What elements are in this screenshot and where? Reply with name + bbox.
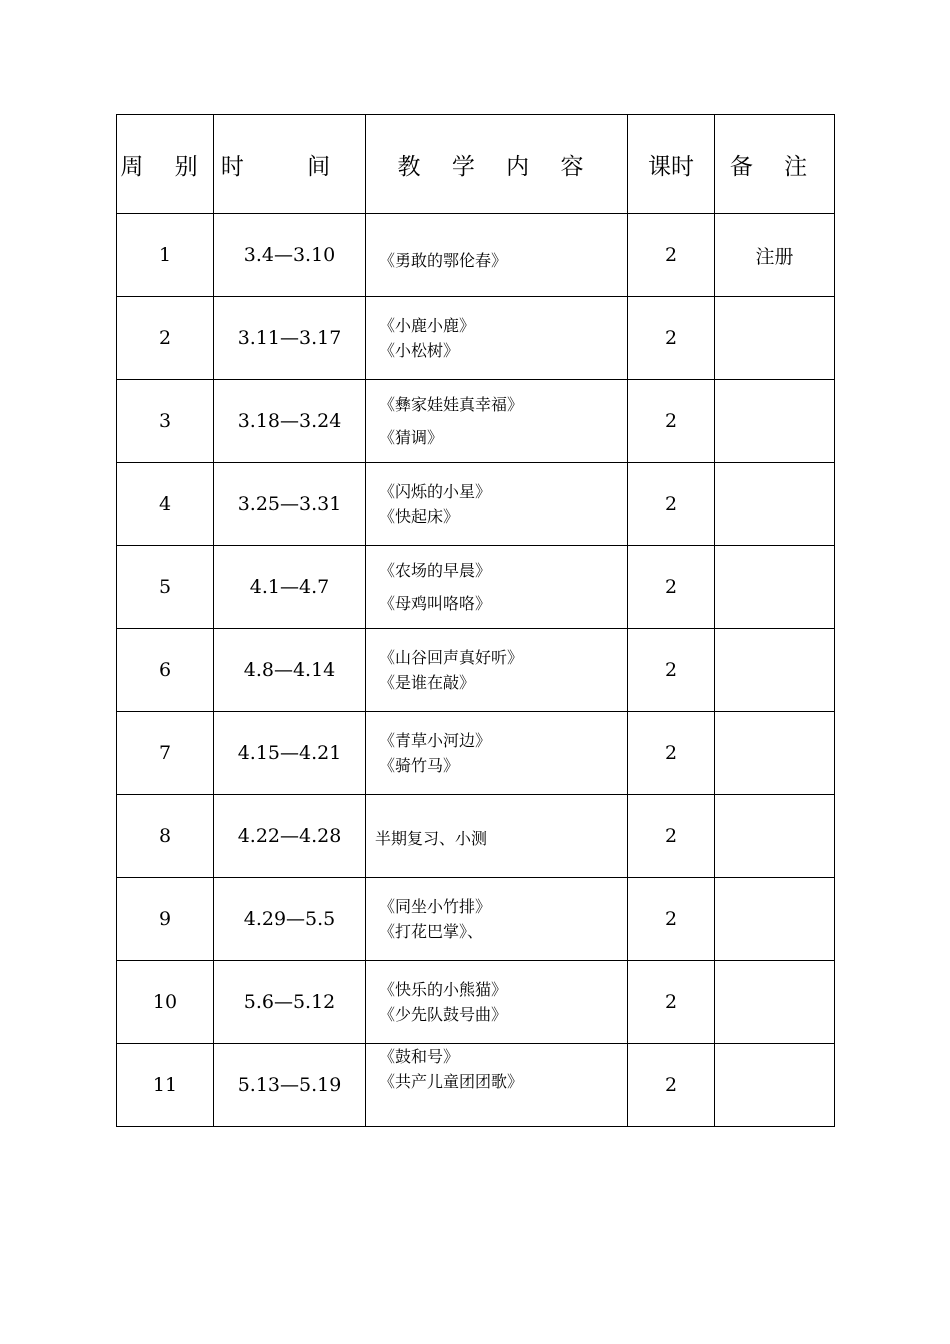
hours-cell: 2 xyxy=(628,795,715,878)
week-cell: 6 xyxy=(117,629,214,712)
header-week: 周 别 xyxy=(117,115,214,214)
week-cell: 10 xyxy=(117,961,214,1044)
time-cell: 3.11—3.17 xyxy=(214,297,366,380)
table-row xyxy=(117,297,835,380)
content-line: 《少先队鼓号曲》 xyxy=(379,1005,508,1024)
hours-cell: 2 xyxy=(628,546,715,629)
content-cell xyxy=(366,878,628,961)
hours-cell: 2 xyxy=(628,214,715,297)
content-line: 《同坐小竹排》 xyxy=(379,897,492,916)
hours-cell: 2 xyxy=(628,629,715,712)
time-cell: 3.4—3.10 xyxy=(214,214,366,297)
note-cell: 注册 xyxy=(715,214,835,297)
table-row xyxy=(117,463,835,546)
table-row xyxy=(117,712,835,795)
week-cell: 4 xyxy=(117,463,214,546)
content-cell xyxy=(366,463,628,546)
content-line: 《快乐的小熊猫》 xyxy=(379,980,508,999)
time-cell: 4.22—4.28 xyxy=(214,795,366,878)
note-cell xyxy=(715,795,835,878)
note-cell xyxy=(715,1044,835,1127)
week-cell: 1 xyxy=(117,214,214,297)
content-cell xyxy=(366,1044,628,1127)
note-cell xyxy=(715,546,835,629)
week-cell: 2 xyxy=(117,297,214,380)
note-cell xyxy=(715,712,835,795)
header-hours: 课时 xyxy=(628,115,715,214)
content-line: 《青草小河边》 xyxy=(379,731,492,750)
time-cell: 5.6—5.12 xyxy=(214,961,366,1044)
content-line: 《快起床》 xyxy=(379,507,460,526)
content-line: 《勇敢的鄂伦春》 xyxy=(379,250,508,270)
table-row xyxy=(117,380,835,463)
content-cell xyxy=(366,380,628,463)
content-line: 《闪烁的小星》 xyxy=(379,482,492,501)
time-cell: 3.25—3.31 xyxy=(214,463,366,546)
note-cell xyxy=(715,961,835,1044)
hours-cell: 2 xyxy=(628,961,715,1044)
content-cell xyxy=(366,297,628,380)
content-line: 《鼓和号》 xyxy=(379,1047,460,1066)
time-cell: 4.29—5.5 xyxy=(214,878,366,961)
header-notes: 备 注 xyxy=(715,115,835,214)
content-cell xyxy=(366,214,628,297)
table-row xyxy=(117,1044,835,1127)
content-line: 《猜调》 xyxy=(379,428,444,447)
content-cell xyxy=(366,546,628,629)
time-cell: 4.15—4.21 xyxy=(214,712,366,795)
time-cell: 4.1—4.7 xyxy=(214,546,366,629)
content-line: 《小松树》 xyxy=(379,341,460,360)
header-content: 教 学 内 容 xyxy=(366,115,628,214)
note-cell xyxy=(715,463,835,546)
content-line: 《彝家娃娃真幸福》 xyxy=(379,395,524,414)
table-row xyxy=(117,961,835,1044)
time-cell: 4.8—4.14 xyxy=(214,629,366,712)
content-line: 《农场的早晨》 xyxy=(379,561,492,580)
note-cell xyxy=(715,629,835,712)
time-cell: 3.18—3.24 xyxy=(214,380,366,463)
note-cell xyxy=(715,297,835,380)
table-row xyxy=(117,629,835,712)
table-row xyxy=(117,214,835,297)
content-cell xyxy=(366,629,628,712)
content-line: 《母鸡叫咯咯》 xyxy=(379,594,492,613)
time-cell: 5.13—5.19 xyxy=(214,1044,366,1127)
week-cell: 7 xyxy=(117,712,214,795)
hours-cell: 2 xyxy=(628,1044,715,1127)
header-row xyxy=(117,115,835,214)
content-line: 半期复习、小测 xyxy=(375,828,488,848)
content-line: 《小鹿小鹿》 xyxy=(379,316,476,335)
content-line: 《打花巴掌》、 xyxy=(379,922,484,941)
note-cell xyxy=(715,380,835,463)
content-line: 《是谁在敲》 xyxy=(379,673,476,692)
week-cell: 11 xyxy=(117,1044,214,1127)
week-cell: 5 xyxy=(117,546,214,629)
week-cell: 9 xyxy=(117,878,214,961)
content-line: 《山谷回声真好听》 xyxy=(379,648,524,667)
hours-cell: 2 xyxy=(628,380,715,463)
week-cell: 8 xyxy=(117,795,214,878)
content-cell xyxy=(366,961,628,1044)
hours-cell: 2 xyxy=(628,712,715,795)
hours-cell: 2 xyxy=(628,878,715,961)
header-time: 时 间 xyxy=(214,115,366,214)
content-line: 《骑竹马》 xyxy=(379,756,460,775)
week-cell: 3 xyxy=(117,380,214,463)
teaching-schedule-table xyxy=(116,114,835,1127)
content-line: 《共产儿童团团歌》 xyxy=(379,1072,524,1091)
hours-cell: 2 xyxy=(628,463,715,546)
table-row xyxy=(117,546,835,629)
hours-cell: 2 xyxy=(628,297,715,380)
table-row xyxy=(117,878,835,961)
content-cell xyxy=(366,795,628,878)
content-cell xyxy=(366,712,628,795)
note-cell xyxy=(715,878,835,961)
table-row xyxy=(117,795,835,878)
